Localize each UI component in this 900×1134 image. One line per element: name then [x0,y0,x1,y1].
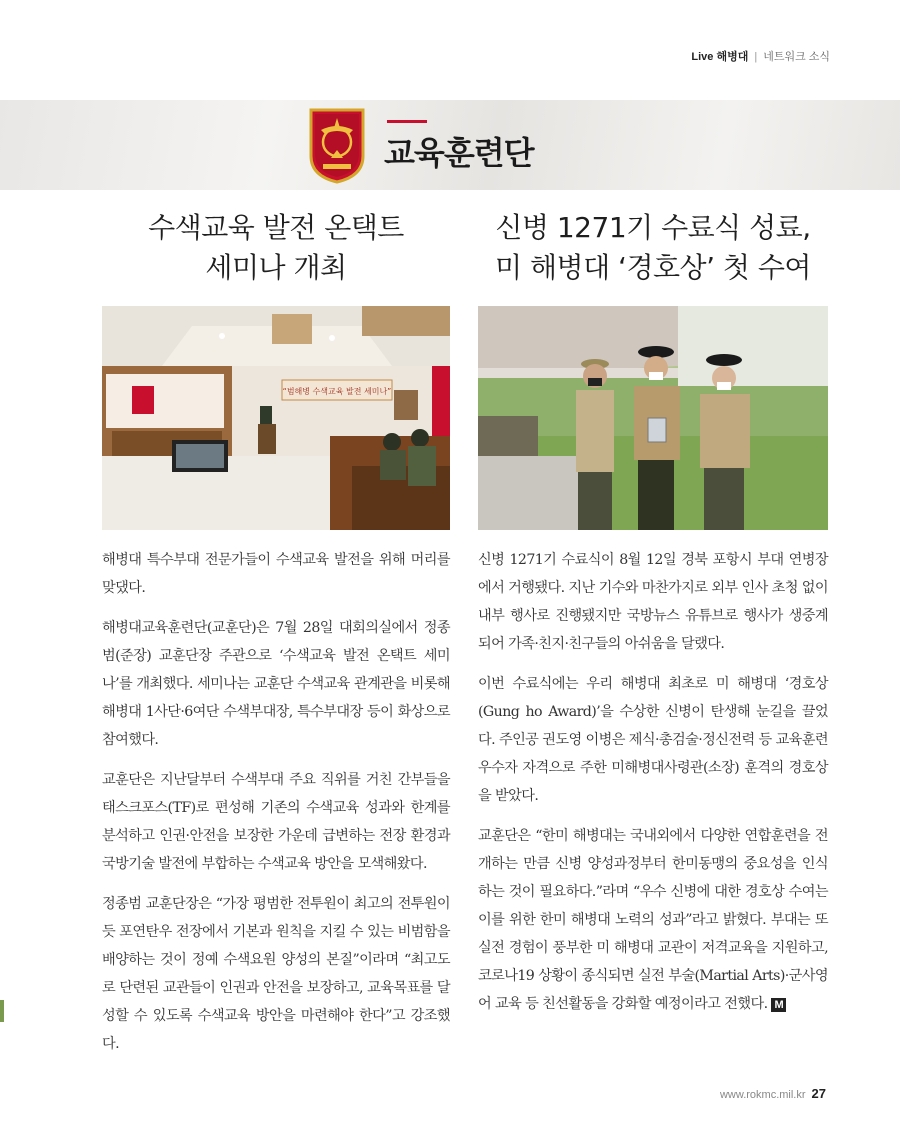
left-article-title: 수색교육 발전 온택트 세미나 개최 [148,211,404,284]
article-end-mark: M [771,998,786,1012]
seminar-screen-banner: “범해병 수색교육 발전 세미나” [282,387,392,396]
page-footer [720,1086,826,1101]
paragraph: 해병대 특수부대 전문가들이 수색교육 발전을 위해 머리를 맞댔다. [102,552,450,596]
paragraph: 교훈단은 “한미 해병대는 국내외에서 다양한 연합훈련을 전개하는 만큼 신병 양성과정부터 한미동맹의 중요성을 인식하는 것이 필요하다.”라며 “우수 신병에 대한 경호상 수여는 이를 위한 한미 해병대 노력의 성과”라고 밝혔다. 부대는 또 실전 경험이 풍부한 미 해병대 교관이 저격교육을 지원하고, 코로나19 상황이 종식되면 실전 부술(Martial Arts)·군사영어 교육 등 친선활동을 강화할 예정이라고 전했다. M [478,828,828,1012]
header-section: Live 해병대 [691,51,749,63]
award-ceremony-photo [478,306,828,530]
paragraph: 해병대교육훈련단(교훈단)은 7월 28일 대회의실에서 정종범(준장) 교훈단장 주관으로 ‘수색교육 발전 온택트 세미나’를 개최했다. 세미나는 교훈단 수색교육 관계관을 비롯해 해병대 1사단·6여단 수색부대장, 특수부대장 등이 화상으로 참여했다. [102,620,450,748]
header-subsection: 네트워크 소식 [763,51,830,63]
right-article-title: 신병 1271기 수료식 성료, 미 해병대 ‘경호상’ 첫 수여 [495,211,811,284]
page-number: 27 [811,1086,826,1101]
left-article-body [102,546,450,1070]
running-header: Live 해병대 | 네트워크 소식 [691,51,830,63]
paragraph: 교훈단은 지난달부터 수색부대 주요 직위를 거친 간부들을 태스크포스(TF)로 편성해 기존의 수색교육 성과와 한계를 분석하고 인권·안전을 보장한 가운데 급변하는 전장 환경과 국방기술 발전에 부합하는 수색교육 방안을 모색해왔다. [102,772,450,872]
marine-corps-emblem-icon [307,106,367,184]
seminar-photo [102,306,450,530]
right-article-body [478,546,828,1030]
paragraph: 이번 수료식에는 우리 해병대 최초로 미 해병대 ‘경호상(Gung ho Award)’을 수상한 신병이 탄생해 눈길을 끌었다. 주인공 권도영 이병은 제식·총검술·정신전력 등 교육훈련 우수자 자격으로 주한 미해병대사령관(소장) 훈격의 경호상을 받았다. [478,676,828,804]
footer-url: www.rokmc.mil.kr [719,1089,806,1101]
paragraph: 신병 1271기 수료식이 8월 12일 경북 포항시 부대 연병장에서 거행됐다. 지난 기수와 마찬가지로 외부 인사 초청 없이 내부 행사로 진행됐지만 국방뉴스 유튜브로 행사가 생중계되어 가족·친지·친구들의 아쉬움을 달랬다. [478,552,828,652]
paragraph: 정종범 교훈단장은 “가장 평범한 전투원이 최고의 전투원이 듯 포연탄우 전장에서 기본과 원칙을 지킬 수 있는 비범함을 배양하는 것이 정예 수색요원 양성의 본질”이라며 “최고도로 단련된 교관들이 인권과 안전을 보장하고, 교육목표를 달성할 수 있도록 수색교육 방안을 마련해야 한다”고 강조했다. [102,896,450,1052]
banner-title: 교육훈련단 [384,134,534,172]
banner-accent-line [387,120,427,123]
page-edge-strip [0,1000,4,1022]
